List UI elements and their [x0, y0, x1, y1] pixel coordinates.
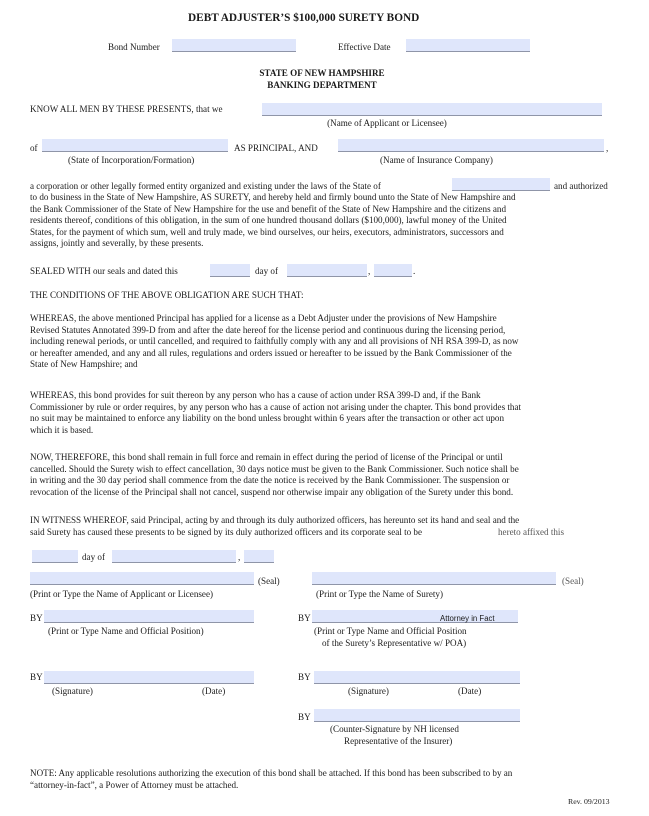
surety-official-caption-1: (Print or Type Name and Official Position	[314, 626, 467, 636]
corporation-line-2: to do business in the State of New Hampshire, AS SURETY, and hereby held and firmly bound unto the State of New Hampshire and	[30, 192, 516, 202]
surety-by-label: BY	[298, 613, 311, 623]
countersignature-by-label: BY	[298, 712, 311, 722]
sealed-day-field[interactable]	[210, 264, 250, 277]
bond-number-field[interactable]	[172, 39, 296, 52]
corporation-paragraph	[30, 192, 620, 250]
witness-day-field[interactable]	[32, 550, 78, 563]
corporation-line-3: the Bank Commissioner of the State of New Hampshire for the use and benefit of the State of New Hampshire and the citizens and	[30, 203, 507, 214]
corporation-line-1: a corporation or other legally formed entity organized and existing under the laws of the State of	[30, 181, 381, 191]
sealed-year-field[interactable]	[374, 264, 412, 277]
corporation-line-4: residents thereof, conditions of this obligation, in the sum of one hundred thousand dollars ($100,000), lawful money of the United	[30, 215, 507, 226]
whereas-1-paragraph	[30, 313, 620, 371]
now-therefore-line: cancelled. Should the Surety wish to effect cancellation, 30 days notice must be given to the Bank Commissioner. Such notice shall be	[30, 463, 519, 474]
witness-day-of-text: day of	[82, 552, 105, 562]
whereas-1-line: State of New Hampshire; and	[30, 359, 138, 370]
principal-signature-by-label: BY	[30, 672, 43, 682]
whereas-2-line: no suit may be maintained to enforce any liability on the bond unless brought within 6 years after the transaction or other act upon	[30, 413, 505, 424]
sealed-comma: ,	[368, 266, 371, 276]
whereas-1-line: including renewal periods, or until cancelled, and required to faithfully comply with any and all provisions of NH RSA 399-D, as now	[30, 336, 519, 347]
conditions-heading: THE CONDITIONS OF THE ABOVE OBLIGATION ARE SUCH THAT:	[30, 290, 304, 300]
sealed-with-text: SEALED WITH our seals and dated this	[30, 266, 178, 276]
principal-by-label: BY	[30, 613, 43, 623]
corporation-line-6: assigns, jointly and severally, by these presents.	[30, 238, 204, 249]
surety-name-field[interactable]	[312, 572, 556, 585]
principal-official-field[interactable]	[44, 610, 254, 623]
principal-official-caption: (Print or Type Name and Official Position)	[48, 626, 204, 636]
witness-year-field[interactable]	[244, 550, 274, 563]
print-applicant-caption: (Print or Type the Name of Applicant or Licensee)	[30, 589, 214, 599]
countersignature-caption-2: Representative of the Insurer)	[344, 736, 453, 746]
comma-mark: ,	[606, 143, 609, 153]
state-incorporation-field[interactable]	[42, 139, 228, 152]
effective-date-field[interactable]	[406, 39, 530, 52]
witness-line-1: IN WITNESS WHEREOF, said Principal, acting by and through its duly authorized officers, has hereunto set its hand and seal and the	[30, 515, 520, 525]
now-therefore-paragraph	[30, 452, 620, 498]
sealed-day-of-text: day of	[255, 266, 278, 276]
surety-date-caption: (Date)	[458, 686, 482, 696]
surety-signature-caption: (Signature)	[348, 686, 389, 696]
whereas-1-line: Revised Statutes Annotated 399-D from and after the date hereof for the license period and continuous during the licensing period,	[30, 324, 506, 335]
surety-signature-field[interactable]	[314, 671, 520, 684]
principal-signature-caption: (Signature)	[52, 686, 93, 696]
now-therefore-line: in writing and the 30 day period shall commence from the date the notice is received by the Bank Commissioner. The suspension or	[30, 475, 510, 486]
note-line-2: “attorney-in-fact”, a Power of Attorney must be attached.	[30, 780, 239, 790]
attorney-in-fact-label: Attorney in Fact	[440, 614, 495, 623]
surety-official-caption-2: of the Surety’s Representative w/ POA)	[322, 638, 467, 648]
as-principal-text: AS PRINCIPAL, AND	[234, 143, 318, 153]
insurance-company-caption: (Name of Insurance Company)	[380, 155, 493, 165]
surety-signature-by-label: BY	[298, 672, 311, 682]
revision-label: Rev. 09/2013	[568, 797, 610, 806]
state-incorporation-caption: (State of Incorporation/Formation)	[68, 155, 195, 165]
whereas-2-paragraph	[30, 390, 620, 436]
of-label: of	[30, 143, 38, 153]
note-line-1: NOTE: Any applicable resolutions authorizing the execution of this bond shall be attached. If this bond has been subscribed to by an	[30, 768, 513, 778]
witness-line-2: said Surety has caused these presents to be signed by its duly authorized officers and its corporate seal to be	[30, 527, 423, 537]
witness-comma: ,	[238, 552, 241, 562]
sealed-period: .	[413, 266, 416, 276]
sealed-month-field[interactable]	[287, 264, 367, 277]
principal-name-field[interactable]	[30, 572, 254, 585]
know-all-men-text: KNOW ALL MEN BY THESE PRESENTS, that we	[30, 104, 223, 114]
bond-number-label: Bond Number	[108, 42, 160, 52]
principal-signature-field[interactable]	[44, 671, 254, 684]
witness-line-2-end: hereto affixed this	[498, 527, 564, 537]
principal-date-caption: (Date)	[202, 686, 226, 696]
effective-date-label: Effective Date	[338, 42, 391, 52]
witness-month-field[interactable]	[112, 550, 236, 563]
now-therefore-line: NOW, THEREFORE, this bond shall remain in full force and remain in effect during the period of license of the Principal or until	[30, 452, 503, 462]
countersignature-caption-1: (Counter-Signature by NH licensed	[330, 724, 459, 734]
corporation-line-1-end: and authorized	[554, 181, 608, 191]
department-heading: BANKING DEPARTMENT	[267, 80, 377, 90]
applicant-name-field[interactable]	[262, 103, 602, 116]
surety-seal-label: (Seal)	[562, 576, 584, 586]
whereas-1-line: WHEREAS, the above mentioned Principal has applied for a license as a Debt Adjuster under the provisions of New Hampshire	[30, 313, 497, 323]
whereas-2-line: which it is based.	[30, 424, 94, 435]
state-heading: STATE OF NEW HAMPSHIRE	[259, 68, 385, 78]
whereas-2-line: WHEREAS, this bond provides for suit thereon by any person who has a cause of action under RSA 399-D and, if the Bank	[30, 390, 481, 400]
document-title: DEBT ADJUSTER’S $100,000 SURETY BOND	[188, 12, 420, 24]
whereas-1-line: or hereafter amended, and any and all rules, regulations and orders issued or hereafter to be issued by the Bank Commissioner of the	[30, 347, 512, 358]
surety-state-field[interactable]	[452, 178, 550, 191]
corporation-line-5: States, for the payment of which sum, well and truly made, we bind ourselves, our heirs, executors, administrators, successors and	[30, 226, 504, 237]
whereas-2-line: Commissioner by rule or order requires, by any person who has a cause of action not arising under the chapter. This bond provides that	[30, 401, 522, 412]
countersignature-field[interactable]	[314, 709, 520, 722]
now-therefore-line: revocation of the license of the Principal shall not cancel, suspend nor otherwise impair any obligation of the Surety under this bond.	[30, 486, 514, 497]
applicant-name-caption: (Name of Applicant or Licensee)	[327, 118, 447, 128]
principal-seal-label: (Seal)	[258, 576, 280, 586]
print-surety-caption: (Print or Type the Name of Surety)	[316, 589, 443, 599]
insurance-company-field[interactable]	[338, 139, 604, 152]
